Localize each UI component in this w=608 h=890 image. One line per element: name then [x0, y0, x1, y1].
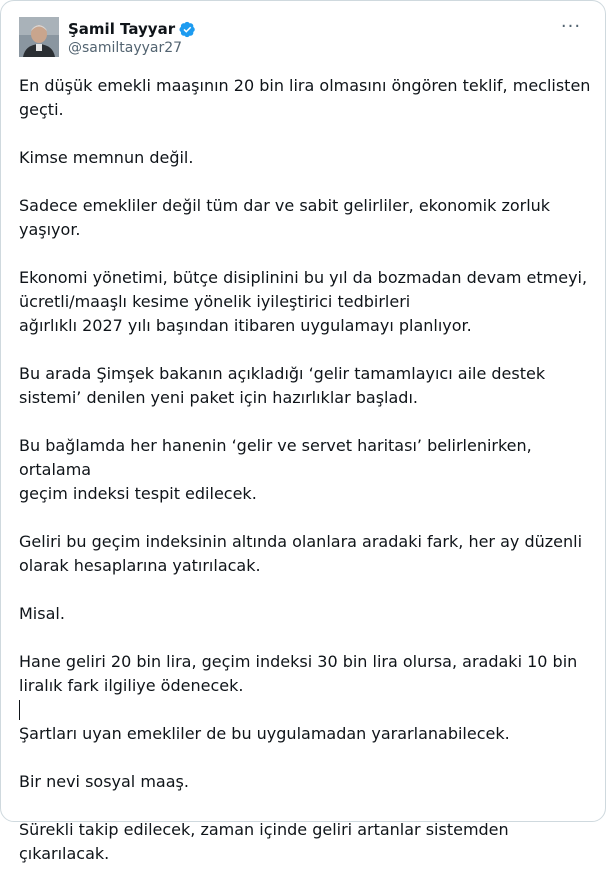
tweet-paragraph: Şartları uyan emekliler de bu uygulamadan yararlanabilecek. — [19, 724, 510, 743]
tweet-paragraph: Bu bağlamda her hanenin ‘gelir ve servet haritası’ belirlenirken, ortalama geçim indeksi tespit edilecek. — [19, 436, 532, 503]
name-row — [68, 19, 196, 39]
tweet-paragraph: En düşük emekli maaşının 20 bin lira olmasını öngören teklif, meclisten geçti. — [19, 76, 591, 119]
tweet-paragraph: Misal. — [19, 604, 65, 623]
tweet-paragraph: Bir nevi sosyal maaş. — [19, 772, 189, 791]
tweet-paragraph: Kimse memnun değil. — [19, 148, 194, 167]
author-name[interactable]: Şamil Tayyar — [68, 20, 176, 38]
text-cursor — [19, 700, 20, 720]
tweet-paragraph: Sadece emekliler değil tüm dar ve sabit gelirliler, ekonomik zorluk yaşıyor. — [19, 196, 551, 239]
verified-badge-icon[interactable] — [179, 21, 196, 38]
tweet-paragraph: Hane geliri 20 bin lira, geçim indeksi 30 bin lira olursa, aradaki 10 bin liralık fark ilgiliye ödenecek. — [19, 652, 578, 695]
tweet-paragraph: Bu arada Şimşek bakanın açıkladığı ‘gelir tamamlayıcı aile destek sistemi’ denilen yeni paket için hazırlıklar başladı. — [19, 364, 546, 407]
tweet-paragraph: Sürekli takip edilecek, zaman içinde geliri artanlar sistemden çıkarılacak. — [19, 820, 509, 863]
avatar[interactable] — [19, 17, 59, 57]
more-horizontal-icon[interactable]: ··· — [560, 16, 582, 37]
author-handle[interactable]: @samiltayyar27 — [68, 40, 183, 56]
tweet-paragraph: Ekonomi yönetimi, bütçe disiplinini bu yıl da bozmadan devam etmeyi, ücretli/maaşlı kesime yönelik iyileştirici tedbirleri ağırlıklı 2027 yılı başından itibaren uygulamayı planlıyor. — [19, 268, 588, 335]
tweet-text — [19, 74, 591, 890]
tweet-paragraph: Geliri bu geçim indeksinin altında olanlara aradaki fark, her ay düzenli olarak hesaplarına yatırılacak. — [19, 532, 583, 575]
profile-photo-icon — [19, 17, 59, 57]
tweet-header — [19, 17, 587, 61]
author-block — [68, 19, 196, 56]
